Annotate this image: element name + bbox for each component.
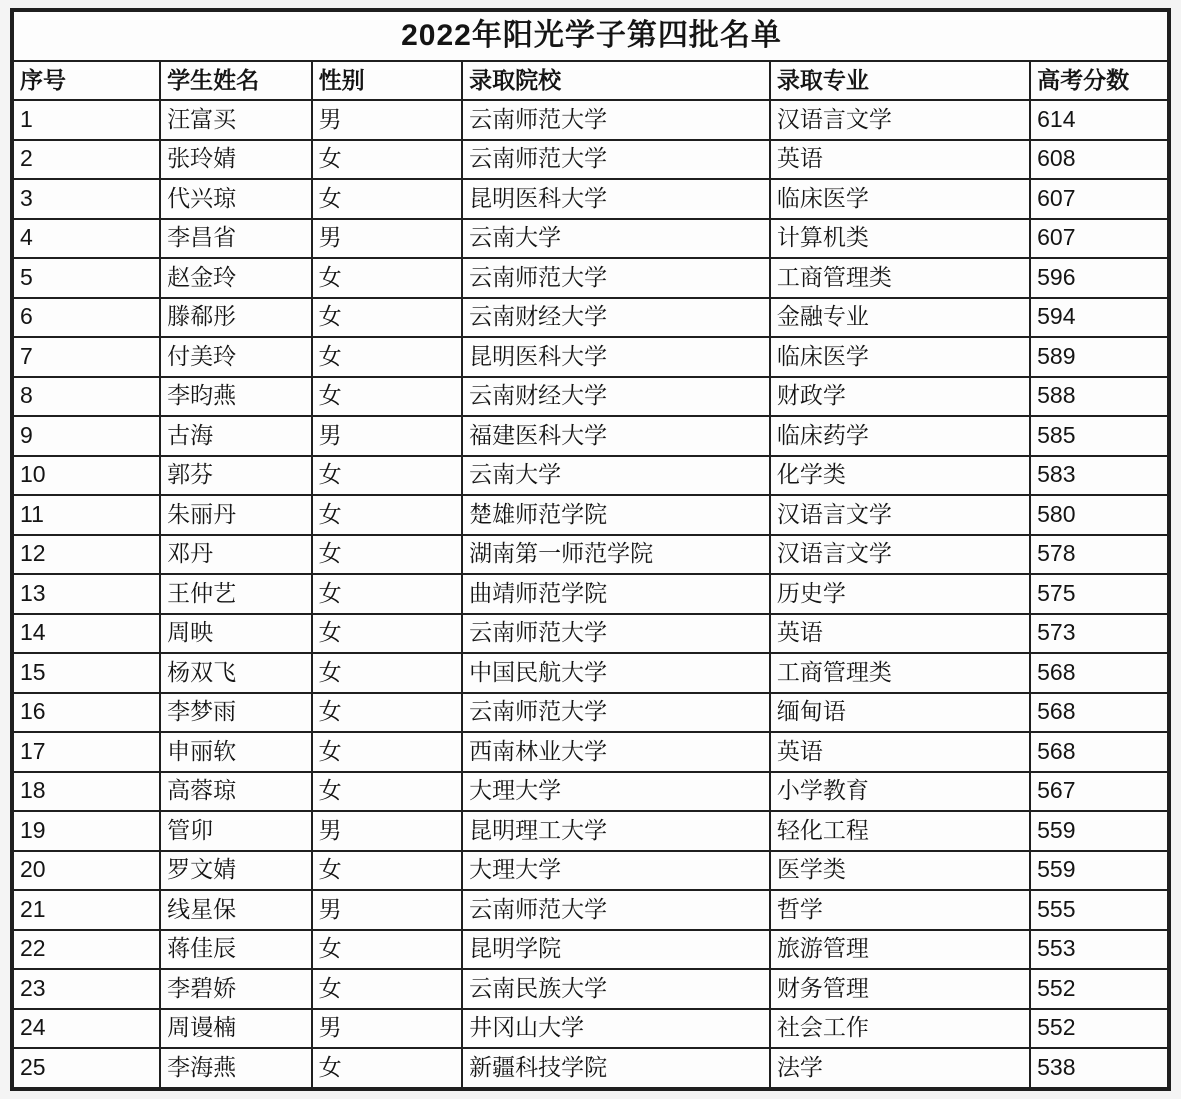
table-cell: 24 xyxy=(12,1009,160,1049)
table-cell: 财务管理 xyxy=(770,969,1030,1009)
table-cell: 559 xyxy=(1030,851,1169,891)
table-cell: 573 xyxy=(1030,614,1169,654)
table-cell: 湖南第一师范学院 xyxy=(462,535,770,575)
table-cell: 工商管理类 xyxy=(770,653,1030,693)
table-cell: 云南师范大学 xyxy=(462,890,770,930)
table-cell: 缅甸语 xyxy=(770,693,1030,733)
header-cell: 高考分数 xyxy=(1030,61,1169,100)
table-cell: 井冈山大学 xyxy=(462,1009,770,1049)
table-cell: 555 xyxy=(1030,890,1169,930)
table-row xyxy=(12,258,1169,298)
header-cell: 学生姓名 xyxy=(160,61,312,100)
table-cell: 21 xyxy=(12,890,160,930)
table-cell: 线星保 xyxy=(160,890,312,930)
table-row xyxy=(12,693,1169,733)
table-cell: 蒋佳辰 xyxy=(160,930,312,970)
table-cell: 16 xyxy=(12,693,160,733)
table-cell: 李昌省 xyxy=(160,219,312,259)
table-cell: 596 xyxy=(1030,258,1169,298)
table-cell: 高蓉琼 xyxy=(160,772,312,812)
table-row xyxy=(12,535,1169,575)
table-cell: 10 xyxy=(12,456,160,496)
header-cell: 录取院校 xyxy=(462,61,770,100)
table-row xyxy=(12,140,1169,180)
table-cell: 英语 xyxy=(770,732,1030,772)
table-cell: 昆明医科大学 xyxy=(462,337,770,377)
table-cell: 中国民航大学 xyxy=(462,653,770,693)
students-table xyxy=(10,8,1171,1091)
table-cell: 15 xyxy=(12,653,160,693)
table-cell: 李梦雨 xyxy=(160,693,312,733)
table-cell: 女 xyxy=(312,772,462,812)
table-cell: 云南师范大学 xyxy=(462,614,770,654)
table-cell: 周映 xyxy=(160,614,312,654)
table-cell: 女 xyxy=(312,337,462,377)
table-row xyxy=(12,219,1169,259)
table-cell: 22 xyxy=(12,930,160,970)
table-cell: 财政学 xyxy=(770,377,1030,417)
table-cell: 女 xyxy=(312,298,462,338)
table-row xyxy=(12,574,1169,614)
table-cell: 25 xyxy=(12,1048,160,1089)
table-cell: 英语 xyxy=(770,614,1030,654)
table-cell: 临床医学 xyxy=(770,179,1030,219)
table-cell: 2 xyxy=(12,140,160,180)
table-cell: 女 xyxy=(312,969,462,1009)
table-cell: 英语 xyxy=(770,140,1030,180)
table-cell: 云南师范大学 xyxy=(462,258,770,298)
table-row xyxy=(12,930,1169,970)
table-cell: 汪富买 xyxy=(160,100,312,140)
table-cell: 607 xyxy=(1030,179,1169,219)
table-row xyxy=(12,495,1169,535)
table-row xyxy=(12,732,1169,772)
table-cell: 社会工作 xyxy=(770,1009,1030,1049)
table-cell: 589 xyxy=(1030,337,1169,377)
table-row xyxy=(12,1048,1169,1089)
table-cell: 云南大学 xyxy=(462,456,770,496)
table-cell: 608 xyxy=(1030,140,1169,180)
table-cell: 罗文婧 xyxy=(160,851,312,891)
table-cell: 11 xyxy=(12,495,160,535)
table-cell: 昆明理工大学 xyxy=(462,811,770,851)
table-cell: 医学类 xyxy=(770,851,1030,891)
table-cell: 男 xyxy=(312,1009,462,1049)
table-row xyxy=(12,179,1169,219)
table-cell: 男 xyxy=(312,811,462,851)
table-cell: 男 xyxy=(312,219,462,259)
table-cell: 女 xyxy=(312,574,462,614)
table-cell: 20 xyxy=(12,851,160,891)
table-cell: 李昀燕 xyxy=(160,377,312,417)
table-cell: 周谩楠 xyxy=(160,1009,312,1049)
table-cell: 14 xyxy=(12,614,160,654)
header-cell: 录取专业 xyxy=(770,61,1030,100)
table-row xyxy=(12,377,1169,417)
table-cell: 13 xyxy=(12,574,160,614)
table-cell: 王仲艺 xyxy=(160,574,312,614)
table-cell: 计算机类 xyxy=(770,219,1030,259)
table-cell: 女 xyxy=(312,377,462,417)
table-cell: 法学 xyxy=(770,1048,1030,1089)
table-cell: 新疆科技学院 xyxy=(462,1048,770,1089)
page-title: 2022年阳光学子第四批名单 xyxy=(12,10,1169,61)
table-cell: 552 xyxy=(1030,1009,1169,1049)
table-row xyxy=(12,969,1169,1009)
table-cell: 杨双飞 xyxy=(160,653,312,693)
table-cell: 19 xyxy=(12,811,160,851)
table-row xyxy=(12,298,1169,338)
table-cell: 代兴琼 xyxy=(160,179,312,219)
table-cell: 女 xyxy=(312,495,462,535)
table-cell: 23 xyxy=(12,969,160,1009)
table-cell: 8 xyxy=(12,377,160,417)
table-cell: 郭芬 xyxy=(160,456,312,496)
table-cell: 工商管理类 xyxy=(770,258,1030,298)
table-cell: 福建医科大学 xyxy=(462,416,770,456)
table-row xyxy=(12,890,1169,930)
table-row xyxy=(12,456,1169,496)
table-row xyxy=(12,416,1169,456)
table-cell: 575 xyxy=(1030,574,1169,614)
table-cell: 3 xyxy=(12,179,160,219)
table-cell: 女 xyxy=(312,140,462,180)
table-cell: 女 xyxy=(312,693,462,733)
table-cell: 邓丹 xyxy=(160,535,312,575)
table-cell: 昆明医科大学 xyxy=(462,179,770,219)
table-row xyxy=(12,653,1169,693)
table-cell: 女 xyxy=(312,456,462,496)
table-cell: 金融专业 xyxy=(770,298,1030,338)
table-cell: 553 xyxy=(1030,930,1169,970)
table-cell: 哲学 xyxy=(770,890,1030,930)
table-row xyxy=(12,100,1169,140)
table-cell: 汉语言文学 xyxy=(770,100,1030,140)
table-cell: 男 xyxy=(312,416,462,456)
table-cell: 付美玲 xyxy=(160,337,312,377)
table-cell: 朱丽丹 xyxy=(160,495,312,535)
table-cell: 云南民族大学 xyxy=(462,969,770,1009)
table-row xyxy=(12,614,1169,654)
table-cell: 女 xyxy=(312,614,462,654)
table-row xyxy=(12,772,1169,812)
table-cell: 男 xyxy=(312,890,462,930)
table-cell: 607 xyxy=(1030,219,1169,259)
table-cell: 大理大学 xyxy=(462,851,770,891)
table-cell: 云南师范大学 xyxy=(462,100,770,140)
table-body xyxy=(12,100,1169,1089)
table-cell: 女 xyxy=(312,732,462,772)
table-cell: 588 xyxy=(1030,377,1169,417)
table-cell: 昆明学院 xyxy=(462,930,770,970)
table-cell: 女 xyxy=(312,653,462,693)
table-cell: 曲靖师范学院 xyxy=(462,574,770,614)
table-cell: 申丽软 xyxy=(160,732,312,772)
table-cell: 云南师范大学 xyxy=(462,140,770,180)
table-cell: 5 xyxy=(12,258,160,298)
table-cell: 583 xyxy=(1030,456,1169,496)
table-cell: 滕郗彤 xyxy=(160,298,312,338)
table-cell: 12 xyxy=(12,535,160,575)
table-cell: 云南师范大学 xyxy=(462,693,770,733)
table-cell: 李海燕 xyxy=(160,1048,312,1089)
table-cell: 云南财经大学 xyxy=(462,298,770,338)
table-cell: 9 xyxy=(12,416,160,456)
table-cell: 女 xyxy=(312,179,462,219)
table-row xyxy=(12,1009,1169,1049)
table-cell: 4 xyxy=(12,219,160,259)
table-cell: 614 xyxy=(1030,100,1169,140)
table-cell: 1 xyxy=(12,100,160,140)
table-cell: 568 xyxy=(1030,653,1169,693)
table-cell: 552 xyxy=(1030,969,1169,1009)
table-cell: 小学教育 xyxy=(770,772,1030,812)
table-cell: 538 xyxy=(1030,1048,1169,1089)
table-cell: 568 xyxy=(1030,693,1169,733)
table-cell: 568 xyxy=(1030,732,1169,772)
table-cell: 历史学 xyxy=(770,574,1030,614)
table-cell: 西南林业大学 xyxy=(462,732,770,772)
table-cell: 17 xyxy=(12,732,160,772)
header-row xyxy=(12,61,1169,100)
table-cell: 女 xyxy=(312,535,462,575)
table-row xyxy=(12,851,1169,891)
title-row xyxy=(12,10,1169,61)
table-cell: 李碧娇 xyxy=(160,969,312,1009)
table-cell: 女 xyxy=(312,258,462,298)
table-cell: 580 xyxy=(1030,495,1169,535)
table-cell: 6 xyxy=(12,298,160,338)
table-cell: 古海 xyxy=(160,416,312,456)
table-cell: 18 xyxy=(12,772,160,812)
table-cell: 594 xyxy=(1030,298,1169,338)
table-cell: 大理大学 xyxy=(462,772,770,812)
table-cell: 汉语言文学 xyxy=(770,535,1030,575)
header-cell: 序号 xyxy=(12,61,160,100)
table-cell: 567 xyxy=(1030,772,1169,812)
table-cell: 张玲婧 xyxy=(160,140,312,180)
table-cell: 化学类 xyxy=(770,456,1030,496)
table-cell: 赵金玲 xyxy=(160,258,312,298)
table-cell: 云南大学 xyxy=(462,219,770,259)
table-row xyxy=(12,811,1169,851)
table-cell: 楚雄师范学院 xyxy=(462,495,770,535)
table-cell: 云南财经大学 xyxy=(462,377,770,417)
table-cell: 男 xyxy=(312,100,462,140)
table-cell: 7 xyxy=(12,337,160,377)
table-cell: 585 xyxy=(1030,416,1169,456)
table-cell: 559 xyxy=(1030,811,1169,851)
table-cell: 女 xyxy=(312,851,462,891)
table-cell: 临床药学 xyxy=(770,416,1030,456)
table-cell: 轻化工程 xyxy=(770,811,1030,851)
header-cell: 性别 xyxy=(312,61,462,100)
table-cell: 汉语言文学 xyxy=(770,495,1030,535)
table-cell: 578 xyxy=(1030,535,1169,575)
table-cell: 临床医学 xyxy=(770,337,1030,377)
table-row xyxy=(12,337,1169,377)
table-cell: 旅游管理 xyxy=(770,930,1030,970)
table-cell: 女 xyxy=(312,1048,462,1089)
table-cell: 女 xyxy=(312,930,462,970)
table-cell: 管卯 xyxy=(160,811,312,851)
